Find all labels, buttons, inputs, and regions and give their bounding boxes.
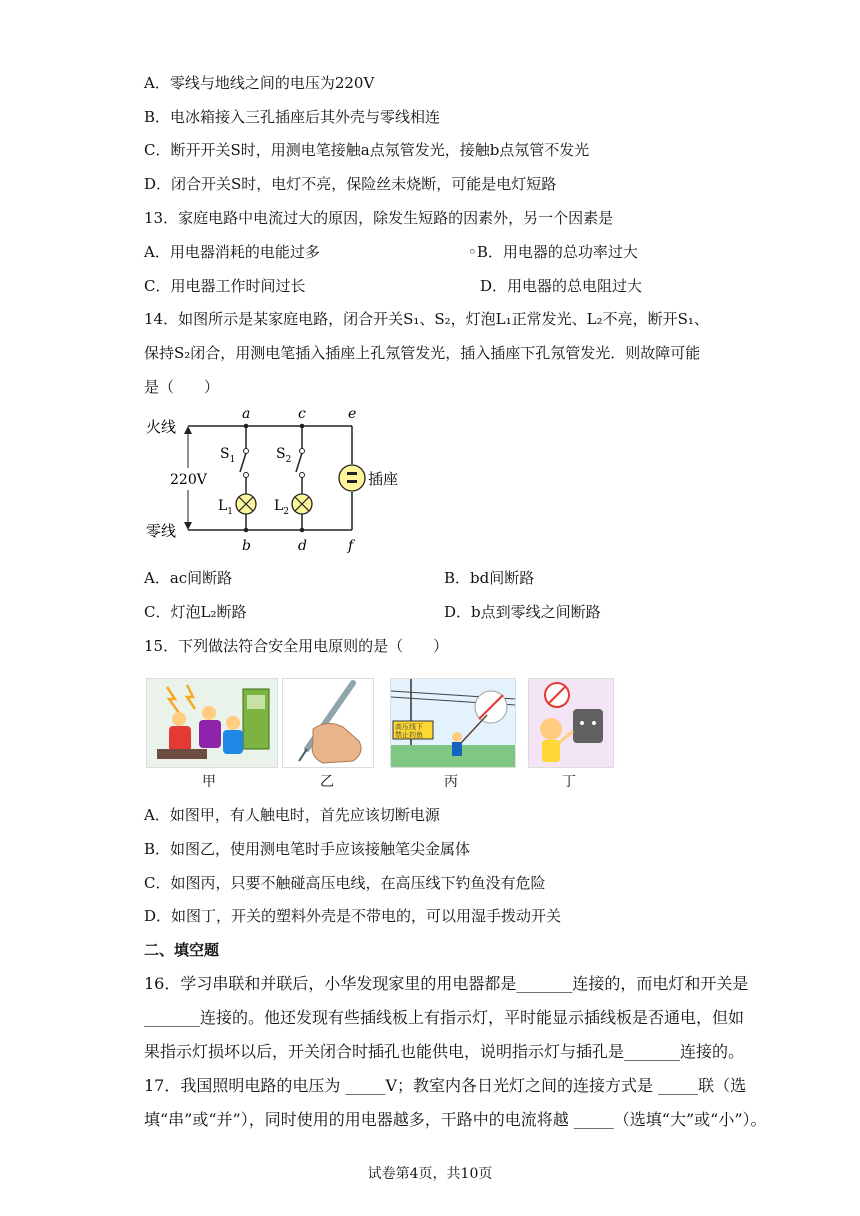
q13-option-d: D．用电器的总电阻过大 [480, 277, 643, 295]
lamp-l2-label: $L_2$ [274, 498, 290, 517]
picture-bing [390, 678, 516, 768]
q14-option-d: D．b点到零线之间断路 [444, 603, 601, 621]
page-footer: 试卷第4页，共10页 [367, 1166, 493, 1182]
q15-option-d: D．如图丁，开关的塑料外壳是不带电的，可以用湿手拨动开关 [144, 907, 562, 925]
q16-line1: 16．学习串联和并联后，小华发现家里的用电器都是_______连接的，而电灯和开关是 [144, 974, 749, 993]
q15-stem: 15．下列做法符合安全用电原则的是（ ） [144, 637, 449, 655]
switch-s2-label: $S_2$ [276, 446, 292, 465]
q13-option-c: C．用电器工作时间过长 [144, 277, 306, 295]
q14-stem-line3: 是（ ） [144, 378, 220, 396]
q14-stem-line1: 14．如图所示是某家庭电路，闭合开关S₁、S₂，灯泡L₁正常发光、L₂不亮，断开S₁、 [144, 310, 709, 328]
picture-jia [146, 678, 278, 768]
q15-option-b: B．如图乙，使用测电笔时手应该接触笔尖金属体 [144, 840, 471, 858]
q17-line1: 17．我国照明电路的电压为 _____V；教室内各日光灯之间的连接方式是 _____联（选 [144, 1076, 747, 1095]
q12-option-c: C．断开开关S时，用测电笔接触a点氖管发光，接触b点氖管不发光 [144, 141, 590, 159]
switch-s1-label: $S_1$ [220, 446, 236, 465]
q15-option-a: A．如图甲，有人触电时，首先应该切断电源 [144, 806, 440, 824]
q14-option-c: C．灯泡L₂断路 [144, 603, 247, 621]
picture-yi [282, 678, 374, 768]
point-d: d [298, 538, 307, 554]
picture-label-ding: 丁 [562, 774, 576, 790]
point-f: f [348, 538, 354, 554]
q12-option-b: B．电冰箱接入三孔插座后其外壳与零线相连 [144, 108, 441, 126]
picture-label-jia: 甲 [202, 774, 216, 790]
q14-stem-line2: 保持S₂闭合，用测电笔插入插座上孔氖管发光，插入插座下孔氖管发光．则故障可能 [144, 344, 701, 362]
voltage-label: 220V [170, 472, 207, 488]
q17-line2: 填“串”或“并”），同时使用的用电器越多，干路中的电流将越 _____（选填“大”或“小”）。 [144, 1110, 767, 1129]
live-wire-label: 火线 [146, 418, 177, 436]
q13-option-a: A．用电器消耗的电能过多 [144, 243, 320, 261]
q16-line2: _______连接的。他还发现有些插线板上有指示灯，平时能显示插线板是否通电，但如 [144, 1008, 745, 1027]
section-heading-fill-in: 二、填空题 [144, 941, 220, 959]
point-a: a [242, 406, 251, 422]
q15-option-c: C．如图丙，只要不触碰高压电线，在高压线下钓鱼没有危险 [144, 874, 546, 892]
circuit-diagram [140, 400, 420, 560]
point-b: b [242, 538, 251, 554]
lamp-l1-label: $L_1$ [218, 498, 234, 517]
sign-text-line1: 高压线下 [395, 723, 423, 731]
q13-option-b: ◦B．用电器的总功率过大 [468, 243, 638, 261]
q13-stem: 13．家庭电路中电流过大的原因，除发生短路的因素外，另一个因素是 [144, 209, 614, 227]
point-e: e [348, 406, 357, 422]
picture-label-yi: 乙 [320, 774, 334, 790]
picture-ding [528, 678, 614, 768]
q12-option-d: D．闭合开关S时，电灯不亮，保险丝未烧断，可能是电灯短路 [144, 175, 557, 193]
neutral-wire-label: 零线 [146, 522, 177, 540]
q12-option-a: A．零线与地线之间的电压为220V [144, 74, 375, 92]
sign-text-line2: 禁止钓鱼 [395, 731, 423, 739]
q14-option-b: B．bd间断路 [444, 569, 535, 587]
socket-label: 插座 [368, 470, 399, 488]
q14-option-a: A．ac间断路 [144, 569, 233, 587]
picture-label-bing: 丙 [444, 774, 458, 790]
point-c: c [298, 406, 306, 422]
q16-line3: 果指示灯损坏以后，开关闭合时插孔也能供电，说明指示灯与插孔是_______连接的。 [144, 1042, 745, 1061]
